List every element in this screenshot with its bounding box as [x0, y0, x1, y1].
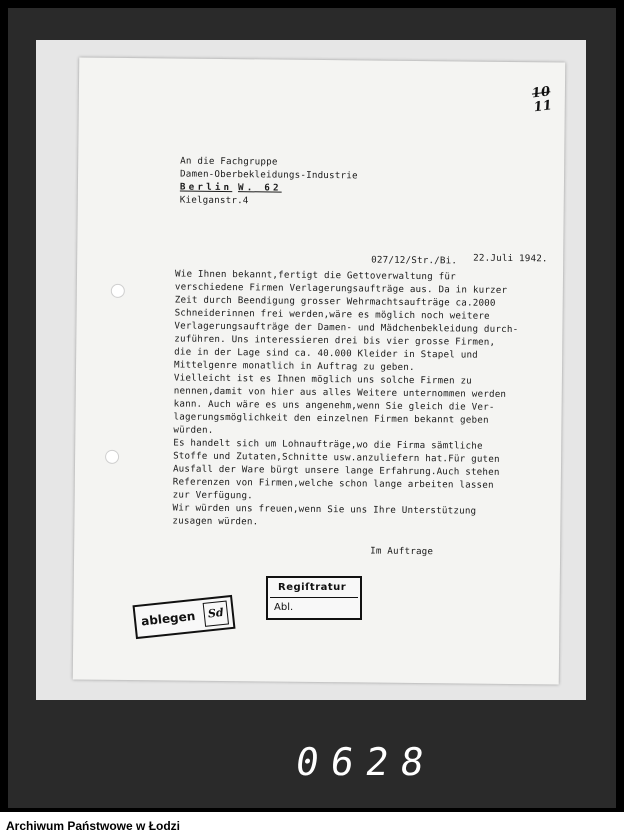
page-number-current: 11: [532, 98, 553, 116]
body-line: zur Verfügung.: [172, 489, 253, 502]
registratur-stamp-title: Regiſtratur: [278, 582, 347, 593]
closing-signature-line: Im Auftrage: [370, 545, 434, 558]
stamp-divider: [270, 597, 358, 598]
page-number-struck: 10: [530, 84, 551, 102]
recipient-district: W. 62: [237, 182, 282, 194]
body-line: würden.: [173, 424, 214, 436]
reference-number: 027/12/Str./Bi.: [371, 254, 458, 267]
recipient-line-1: An die Fachgruppe: [180, 155, 278, 168]
body-line: kann. Auch wäre es uns angenehm,wenn Sie gleich die Ver-: [173, 398, 495, 413]
letter-date: 22.Juli 1942.: [473, 252, 548, 265]
body-line: Vielleicht ist es Ihnen möglich uns solche Firmen zu: [173, 372, 472, 387]
punch-hole: [111, 284, 125, 298]
body-line: Verlagerungsaufträge der Damen- und Mädchenbekleidung durch-: [174, 320, 519, 336]
microfilm-frame-number: 0628: [292, 740, 439, 784]
body-line: lagerungsmöglichkeit den einzelnen Firmen bekannt geben: [173, 411, 489, 426]
body-line: Es handelt sich um Lohnaufträge,wo die Firma sämtliche: [173, 437, 483, 452]
recipient-city: Berlin: [179, 181, 233, 194]
body-line: nennen,damit von hier aus alles Weitere unternommen werden: [173, 385, 507, 400]
registratur-stamp: [266, 576, 362, 620]
body-line: verschiedene Firmen Verlagerungsaufträge aus. Da in kurzer: [174, 281, 508, 296]
ablegen-stamp-label: ablegen: [140, 608, 196, 629]
body-line: Wie Ihnen bekannt,fertigt die Gettoverwaltung für: [174, 268, 456, 283]
registratur-stamp-value: Abl.: [274, 602, 294, 613]
body-line: zuführen. Uns interessieren drei bis vier grosse Firmen,: [174, 333, 496, 348]
recipient-line-2: Damen-Oberbekleidungs-Industrie: [179, 168, 358, 182]
body-line: Wir würden uns freuen,wenn Sie uns Ihre Unterstützung: [172, 502, 477, 517]
body-line: zusagen würden.: [172, 515, 259, 528]
body-line: die in der Lage sind ca. 40.000 Kleider in Stapel und: [174, 346, 478, 361]
body-line: Mittelgenre monatlich in Auftrag zu geben.: [173, 359, 415, 374]
body-line: Zeit durch Beendigung grosser Wehrmachtsaufträge ca.2000: [174, 294, 496, 309]
recipient-address: [180, 155, 501, 210]
page-number: [531, 85, 553, 115]
archive-footer: Archiwum Państwowe w Łodzi: [0, 812, 624, 840]
letter-body: [172, 267, 555, 531]
ablegen-stamp-initials: Sd: [203, 600, 229, 626]
body-line: Schneiderinnen frei werden,wäre es möglich noch weitere: [174, 307, 490, 322]
punch-hole: [105, 450, 119, 464]
body-line: Ausfall der Ware bürgt unsere lange Erfahrung.Auch stehen: [172, 463, 500, 478]
body-line: Referenzen von Firmen,welche schon lange arbeiten lassen: [172, 476, 494, 491]
body-line: Stoffe und Zutaten,Schnitte usw.anzuliefern hat.Für guten: [173, 450, 500, 465]
recipient-street: Kielganstr.4: [179, 194, 249, 207]
